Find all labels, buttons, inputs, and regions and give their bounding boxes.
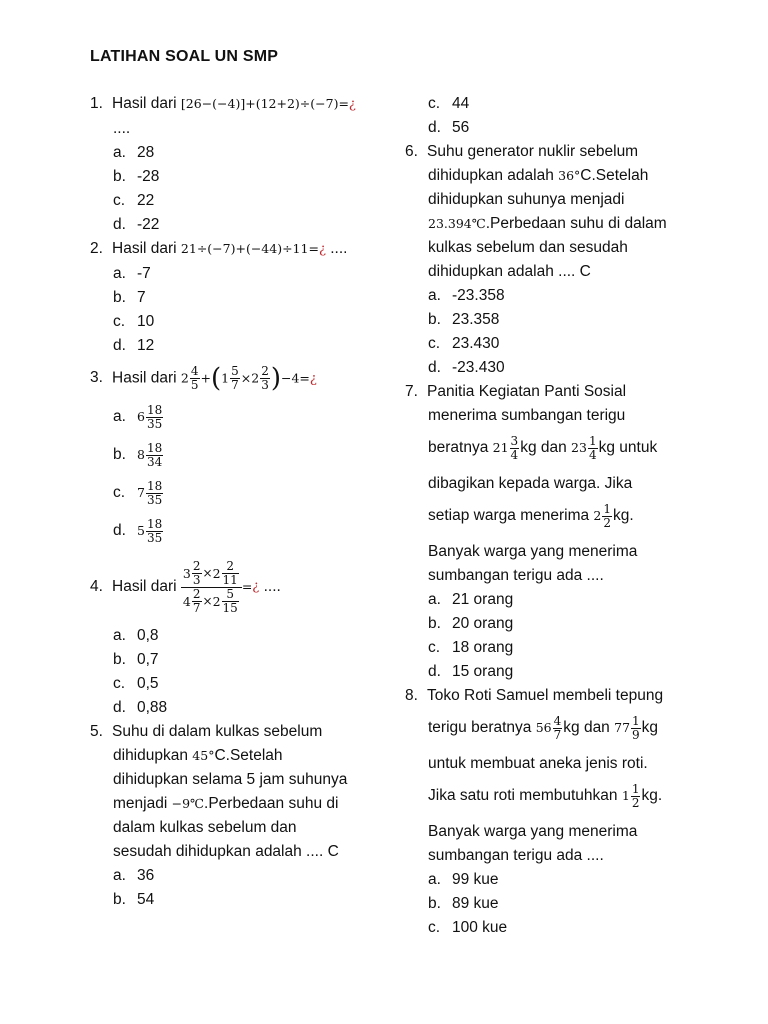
fraction: $\frac{4}{5}$	[190, 363, 199, 392]
option-d: d. 12	[113, 337, 155, 354]
option-b: b. -28	[113, 168, 160, 185]
fraction: $\frac{1}{2}$	[631, 781, 640, 810]
option-a: a. -23.358	[428, 287, 505, 304]
option-a: a. 0,8	[113, 627, 159, 644]
left-column: 1. Hasil dari [26−(−4)]+(12+2)÷(−7)=¿ .... a. 28 b. -28 c. 22 d. -22 2. Hasil dari 21÷(−7)+(−44)÷11=¿ .... a. -7 b. 7 c. 10 d. 12 3. Hasil dari 2 $\frac{4}{5}$ +(1 $\frac{5}{7}$ ×2 $\frac{2}{3}$ )−4=¿ a. 6 $\frac{18}{35}$ b. 8 $\frac{18}{34}$ c. 7 $\frac{18}{35}$ d. 5 $\frac{18}{35}$ 4. Hasil dari 3 $\frac{2}{3}$ × 2 $\frac{2}{11}$ 4 $\frac{2}{7}$ × 2 $\frac{5}{15}$ = ¿ .... a. 0,8 b. 0,7 c. 0,5 d. 0,88 5. Suhu di dalam kulkas sebelum dihidupkan 45°C.Setelah dihidupkan selama 5 jam suhunya menjadi −9℃.Perbedaan suhu di dalam kulkas sebelum dan sesudah dihidupkan adalah .... C a. 36 b. 54	[90, 92, 390, 912]
options-q5-part2	[405, 92, 705, 140]
fraction: $\frac{18}{34}$	[146, 440, 163, 469]
math-expression: 21÷(−7)+(−44)÷11=	[180, 241, 319, 256]
unknown-symbol: ¿	[318, 242, 326, 257]
option-c: c. 10	[113, 313, 155, 330]
question-4: 4. Hasil dari 3 $\frac{2}{3}$ × 2 $\frac{2}{11}$ 4 $\frac{2}{7}$ × 2 $\frac{5}{15}$ = ¿ ....	[90, 558, 281, 615]
question-5: 5. Suhu di dalam kulkas sebelum	[90, 720, 390, 744]
option-a: a. -7	[113, 265, 151, 282]
question-2	[90, 237, 390, 262]
question-number: 3.	[90, 369, 103, 386]
option-c: c. 22	[113, 192, 155, 209]
fraction: $\frac{2}{3}$	[261, 363, 269, 392]
option-c: c. 0,5	[113, 675, 159, 692]
option-b: b. 8 $\frac{18}{34}$	[113, 440, 163, 469]
option-a: a. 36	[113, 867, 155, 884]
option-a: a. 6 $\frac{18}{35}$	[113, 402, 163, 431]
question-number: 2.	[90, 240, 103, 257]
question-number: 6.	[405, 143, 418, 160]
unknown-symbol: ¿	[348, 97, 356, 112]
option-d: d. -23.430	[428, 359, 505, 376]
option-c: c. 18 orang	[428, 639, 514, 656]
option-b: b. 0,7	[113, 651, 159, 668]
question-7: 7. Panitia Kegiatan Panti Sosial	[405, 380, 705, 404]
options-q2	[90, 262, 390, 358]
option-b: b. 89 kue	[428, 895, 499, 912]
question-6: 6. Suhu generator nuklir sebelum	[405, 140, 705, 164]
option-a: a. 28	[113, 144, 155, 161]
option-d: d. 0,88	[113, 699, 168, 716]
question-number: 7.	[405, 383, 418, 400]
options-q7	[405, 588, 705, 684]
option-b: b. 54	[113, 891, 155, 908]
question-prefix: Hasil dari	[112, 95, 177, 112]
option-b: b. 23.358	[428, 311, 500, 328]
question-1	[90, 92, 390, 117]
options-q5-part1	[90, 864, 390, 912]
option-d: d. 15 orang	[428, 663, 514, 680]
option-b: b. 7	[113, 289, 146, 306]
question-dots: ....	[113, 120, 131, 137]
fraction: $\frac{18}{35}$	[146, 516, 163, 545]
question-number: 5.	[90, 723, 103, 740]
fraction: $\frac{18}{35}$	[146, 478, 163, 507]
option-c: c. 44	[428, 95, 470, 112]
options-q1	[90, 141, 390, 237]
options-q8	[405, 868, 705, 940]
fraction: $\frac{1}{2}$	[603, 501, 612, 530]
question-number: 4.	[90, 578, 103, 595]
unknown-symbol: ¿	[252, 579, 260, 594]
fraction: $\frac{1}{4}$	[588, 433, 597, 462]
option-b: b. 20 orang	[428, 615, 514, 632]
question-prefix: Hasil dari	[112, 578, 177, 595]
option-d: d. -22	[113, 216, 160, 233]
option-d: d. 5 $\frac{18}{35}$	[113, 516, 163, 545]
question-number: 8.	[405, 687, 418, 704]
question-number: 1.	[90, 95, 103, 112]
fraction: $\frac{18}{35}$	[146, 402, 163, 431]
option-a: a. 21 orang	[428, 591, 514, 608]
options-q3	[90, 398, 390, 550]
question-dots: ....	[263, 578, 281, 595]
question-prefix: Hasil dari	[112, 240, 177, 257]
unknown-symbol: ¿	[309, 371, 317, 387]
option-d: d. 56	[428, 119, 470, 136]
options-q6	[405, 284, 705, 380]
math-expression: [26−(−4)]+(12+2)÷(−7)=	[180, 96, 349, 111]
question-3: 3. Hasil dari 2 $\frac{4}{5}$ +(1 $\frac{5}{7}$ ×2 $\frac{2}{3}$ )−4=¿	[90, 363, 317, 393]
fraction: $\frac{1}{9}$	[632, 713, 640, 742]
complex-fraction: 3 $\frac{2}{3}$ × 2 $\frac{2}{11}$ 4 $\frac{2}{7}$ × 2 $\frac{5}{15}$	[181, 560, 242, 615]
options-q4	[90, 624, 390, 720]
question-prefix: Hasil dari	[112, 369, 177, 387]
option-a: a. 99 kue	[428, 871, 499, 888]
option-c: c. 7 $\frac{18}{35}$	[113, 478, 163, 507]
fraction: $\frac{5}{7}$	[231, 363, 239, 392]
fraction: $\frac{3}{4}$	[510, 433, 519, 462]
option-c: c. 23.430	[428, 335, 500, 352]
question-8: 8. Toko Roti Samuel membeli tepung	[405, 684, 705, 708]
option-c: c. 100 kue	[428, 919, 508, 936]
page-title: LATIHAN SOAL UN SMP	[90, 48, 279, 65]
fraction: $\frac{4}{7}$	[553, 713, 562, 742]
right-column: c. 44 d. 56 6. Suhu generator nuklir sebelum dihidupkan adalah 36°C.Setelah dihidupkan suhunya menjadi 23.394℃.Perbedaan suhu di dalam kulkas sebelum dan sesudah dihidupkan adalah .... C a. -23.358 b. 23.358 c. 23.430 d. -23.430 7. Panitia Kegiatan Panti Sosial menerima sumbangan terigu beratnya 21 $\frac{3}{4}$ kg dan 23 $\frac{1}{4}$ kg untuk dibagikan kepada warga. Jika setiap warga menerima 2 $\frac{1}{2}$ kg. Banyak warga yang menerima sumbangan terigu ada .... a. 21 orang b. 20 orang c. 18 orang d. 15 orang 8. Toko Roti Samuel membeli tepung terigu beratnya 56 $\frac{4}{7}$ kg dan 77 $\frac{1}{9}$ kg untuk membuat aneka jenis roti. Jika satu roti membutuhkan 1 $\frac{1}{2}$ kg. Banyak warga yang menerima sumbangan terigu ada .... a. 99 kue b. 89 kue c. 100 kue	[405, 92, 705, 940]
question-dots: ....	[330, 240, 348, 257]
